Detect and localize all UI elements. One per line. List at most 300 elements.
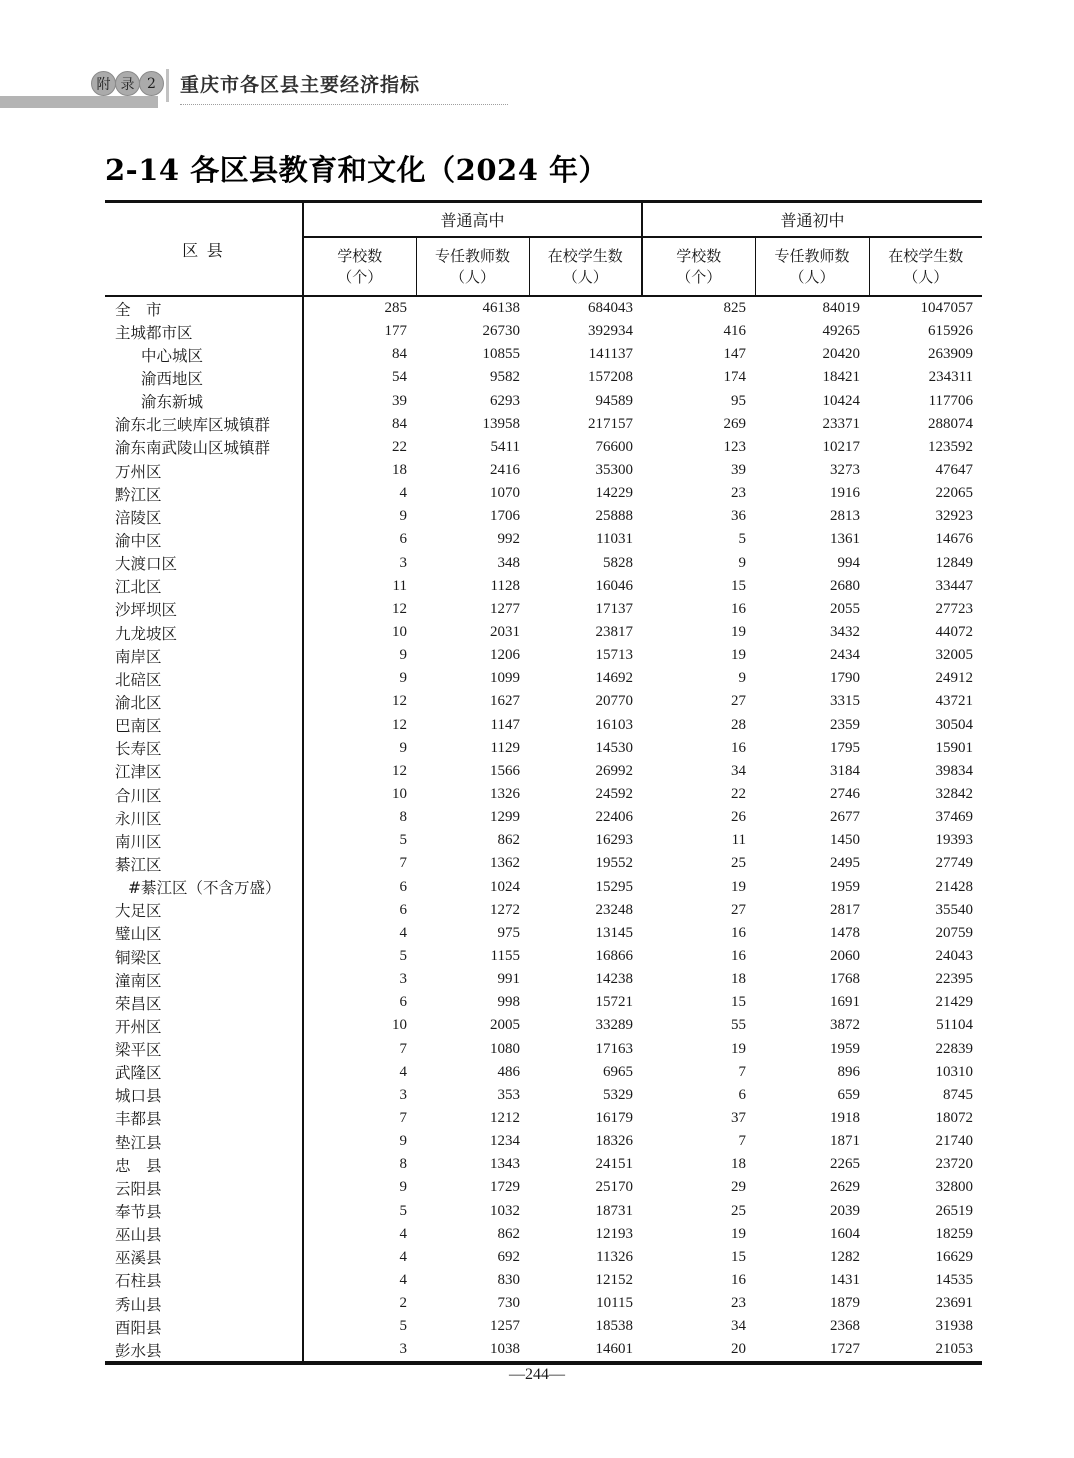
value-cell: 15713 bbox=[595, 647, 634, 664]
value-cell: 2055 bbox=[830, 600, 861, 617]
region-name-cell: 奉节县 bbox=[105, 1199, 303, 1222]
value-cell: 1024 bbox=[490, 878, 520, 895]
value-cell: 2416 bbox=[490, 462, 520, 479]
value-cell: 3273 bbox=[830, 462, 861, 479]
value-cell: 1128 bbox=[490, 577, 520, 594]
value-cell: 1604 bbox=[830, 1225, 861, 1242]
region-name-cell: 万州区 bbox=[105, 459, 303, 482]
value-cell: 4 bbox=[399, 1225, 407, 1242]
value-cell: 269 bbox=[723, 415, 747, 432]
value-cell: 217157 bbox=[588, 415, 634, 432]
value-cell: 23817 bbox=[595, 624, 634, 641]
region-name-cell: 云阳县 bbox=[105, 1176, 303, 1199]
value-cell: 6 bbox=[399, 531, 407, 548]
value-cell: 12 bbox=[392, 762, 407, 779]
value-cell: 23371 bbox=[822, 415, 861, 432]
value-cell: 11031 bbox=[596, 531, 634, 548]
table-row bbox=[105, 899, 982, 922]
value-cell: 26519 bbox=[935, 1202, 974, 1219]
value-cell: 33289 bbox=[595, 1017, 634, 1034]
table-row bbox=[105, 760, 982, 783]
table-row bbox=[105, 852, 982, 875]
value-cell: 21428 bbox=[935, 878, 974, 895]
value-cell: 18326 bbox=[595, 1133, 634, 1150]
value-cell: 8 bbox=[399, 809, 407, 826]
value-cell: 31938 bbox=[935, 1318, 974, 1335]
value-cell: 29 bbox=[731, 1179, 747, 1196]
value-cell: 20420 bbox=[822, 346, 861, 363]
value-cell: 76600 bbox=[595, 438, 634, 455]
value-cell: 830 bbox=[497, 1271, 520, 1288]
region-name-cell: 开州区 bbox=[105, 1014, 303, 1037]
value-cell: 4 bbox=[399, 485, 407, 502]
value-cell: 2265 bbox=[830, 1156, 861, 1173]
region-name-cell: 巫溪县 bbox=[105, 1246, 303, 1269]
sub-header-cell: 专任教师数 （人） bbox=[416, 237, 529, 296]
table-row bbox=[105, 991, 982, 1014]
table-row bbox=[105, 1292, 982, 1315]
value-cell: 1478 bbox=[830, 924, 861, 941]
value-cell: 7 bbox=[738, 1063, 747, 1080]
value-cell: 24043 bbox=[935, 948, 974, 964]
table-row bbox=[105, 296, 982, 320]
value-cell: 2359 bbox=[830, 716, 861, 733]
table-row bbox=[105, 922, 982, 945]
value-cell: 11 bbox=[392, 577, 407, 594]
value-cell: 23720 bbox=[935, 1156, 974, 1173]
value-cell: 18 bbox=[731, 971, 747, 988]
region-name-cell: 主城都市区 bbox=[105, 320, 303, 343]
table-row bbox=[105, 1014, 982, 1037]
value-cell: 994 bbox=[837, 554, 861, 571]
value-cell: 862 bbox=[497, 1225, 520, 1242]
value-cell: 15295 bbox=[595, 878, 634, 895]
value-cell: 1129 bbox=[490, 739, 520, 756]
table-row bbox=[105, 390, 982, 413]
value-cell: 23 bbox=[731, 1295, 747, 1312]
value-cell: 27 bbox=[731, 693, 747, 710]
value-cell: 18538 bbox=[595, 1318, 634, 1335]
region-name-cell: 巴南区 bbox=[105, 714, 303, 737]
value-cell: 32800 bbox=[935, 1179, 974, 1196]
value-cell: 5 bbox=[399, 832, 407, 849]
value-cell: 991 bbox=[497, 971, 520, 988]
value-cell: 416 bbox=[723, 323, 747, 340]
value-cell: 1706 bbox=[490, 508, 520, 525]
region-name-cell: 忠 县 bbox=[105, 1153, 303, 1176]
value-cell: 13145 bbox=[595, 924, 634, 941]
value-cell: 6 bbox=[399, 901, 407, 918]
value-cell: 43721 bbox=[935, 693, 974, 710]
value-cell: 1032 bbox=[490, 1202, 520, 1219]
value-cell: 7 bbox=[399, 1040, 407, 1057]
value-cell: 7 bbox=[399, 1109, 407, 1126]
value-cell: 6965 bbox=[603, 1063, 634, 1080]
value-cell: 16866 bbox=[595, 948, 634, 964]
value-cell: 730 bbox=[497, 1295, 520, 1312]
value-cell: 9 bbox=[738, 670, 747, 687]
table-row bbox=[105, 528, 982, 551]
value-cell: 3872 bbox=[830, 1017, 861, 1034]
value-cell: 1326 bbox=[490, 786, 520, 803]
table-row bbox=[105, 1107, 982, 1130]
badge-char-circle: 附 bbox=[91, 71, 116, 96]
region-name-cell: 垫江县 bbox=[105, 1130, 303, 1153]
value-cell: 9 bbox=[399, 647, 407, 664]
value-cell: 13958 bbox=[482, 415, 520, 432]
value-cell: 5329 bbox=[603, 1086, 634, 1103]
region-name-cell: 渝北区 bbox=[105, 690, 303, 713]
value-cell: 27723 bbox=[935, 600, 974, 617]
value-cell: 2368 bbox=[830, 1318, 861, 1335]
value-cell: 3 bbox=[399, 971, 407, 988]
value-cell: 16 bbox=[731, 1271, 747, 1288]
value-cell: 10115 bbox=[596, 1295, 634, 1312]
region-name-cell: 沙坪坝区 bbox=[105, 598, 303, 621]
value-cell: 23248 bbox=[595, 901, 634, 918]
value-cell: 3 bbox=[399, 1341, 407, 1358]
table-row bbox=[105, 783, 982, 806]
region-name-cell: 大足区 bbox=[105, 899, 303, 922]
value-cell: 5828 bbox=[603, 554, 634, 571]
value-cell: 26730 bbox=[482, 323, 520, 340]
value-cell: 975 bbox=[497, 924, 520, 941]
value-cell: 35540 bbox=[935, 901, 974, 918]
table-row bbox=[105, 1315, 982, 1338]
value-cell: 2817 bbox=[830, 901, 861, 918]
value-cell: 19 bbox=[731, 1225, 747, 1242]
value-cell: 12193 bbox=[595, 1225, 634, 1242]
value-cell: 22065 bbox=[935, 485, 974, 502]
value-cell: 659 bbox=[837, 1086, 861, 1103]
table-row bbox=[105, 667, 982, 690]
table-row bbox=[105, 621, 982, 644]
value-cell: 32842 bbox=[935, 786, 974, 803]
value-cell: 141137 bbox=[588, 346, 634, 363]
value-cell: 1916 bbox=[830, 485, 861, 502]
value-cell: 16103 bbox=[595, 716, 634, 733]
value-cell: 9 bbox=[399, 508, 407, 525]
value-cell: 9 bbox=[738, 554, 747, 571]
value-cell: 16 bbox=[731, 924, 747, 941]
value-cell: 28 bbox=[731, 716, 747, 733]
value-cell: 14238 bbox=[595, 971, 634, 988]
value-cell: 14601 bbox=[595, 1341, 634, 1358]
value-cell: 15721 bbox=[595, 994, 634, 1011]
value-cell: 14676 bbox=[935, 531, 974, 548]
table-row bbox=[105, 1223, 982, 1246]
value-cell: 2 bbox=[399, 1295, 407, 1312]
badge-separator bbox=[166, 69, 169, 102]
region-name-cell: 巫山县 bbox=[105, 1223, 303, 1246]
value-cell: 10 bbox=[392, 786, 407, 803]
table-row bbox=[105, 714, 982, 737]
table-row bbox=[105, 968, 982, 991]
value-cell: 20 bbox=[731, 1341, 747, 1358]
value-cell: 25170 bbox=[595, 1179, 634, 1196]
table-row bbox=[105, 737, 982, 760]
region-name-cell: 永川区 bbox=[105, 806, 303, 829]
value-cell: 21053 bbox=[935, 1341, 974, 1358]
value-cell: 177 bbox=[384, 323, 407, 340]
value-cell: 5 bbox=[399, 1318, 407, 1335]
value-cell: 23691 bbox=[935, 1295, 974, 1312]
value-cell: 6293 bbox=[490, 392, 520, 409]
value-cell: 15901 bbox=[935, 739, 974, 756]
table-row bbox=[105, 413, 982, 436]
region-name-cell: 黔江区 bbox=[105, 482, 303, 505]
region-name-cell: 铜梁区 bbox=[105, 945, 303, 968]
value-cell: 6 bbox=[399, 994, 407, 1011]
value-cell: 117706 bbox=[928, 392, 974, 409]
table-row bbox=[105, 505, 982, 528]
value-cell: 7 bbox=[738, 1133, 747, 1150]
value-cell: 1729 bbox=[490, 1179, 520, 1196]
value-cell: 20770 bbox=[595, 693, 634, 710]
value-cell: 263909 bbox=[928, 346, 974, 363]
value-cell: 1768 bbox=[830, 971, 861, 988]
value-cell: 234311 bbox=[928, 369, 974, 386]
value-cell: 39 bbox=[392, 392, 407, 409]
value-cell: 157208 bbox=[588, 369, 634, 386]
value-cell: 5 bbox=[399, 948, 407, 964]
value-cell: 5 bbox=[738, 531, 747, 548]
value-cell: 22395 bbox=[935, 971, 974, 988]
value-cell: 4 bbox=[399, 1248, 407, 1265]
value-cell: 19 bbox=[731, 647, 747, 664]
region-name-cell: 彭水县 bbox=[105, 1338, 303, 1363]
value-cell: 1691 bbox=[830, 994, 861, 1011]
group-header-junior-high: 普通初中 bbox=[642, 202, 982, 238]
value-cell: 9 bbox=[399, 1133, 407, 1150]
region-name-cell: 南川区 bbox=[105, 829, 303, 852]
table-row bbox=[105, 436, 982, 459]
value-cell: 16 bbox=[731, 600, 747, 617]
value-cell: 486 bbox=[497, 1063, 520, 1080]
value-cell: 34 bbox=[731, 1318, 747, 1335]
value-cell: 14692 bbox=[595, 670, 634, 687]
value-cell: 12 bbox=[392, 693, 407, 710]
value-cell: 1277 bbox=[490, 600, 520, 617]
value-cell: 18072 bbox=[935, 1109, 974, 1126]
value-cell: 1959 bbox=[830, 878, 861, 895]
value-cell: 26 bbox=[731, 809, 747, 826]
value-cell: 24912 bbox=[935, 670, 974, 687]
value-cell: 11 bbox=[731, 832, 747, 849]
value-cell: 10424 bbox=[822, 392, 861, 409]
value-cell: 5 bbox=[399, 1202, 407, 1219]
value-cell: 2434 bbox=[830, 647, 861, 664]
value-cell: 3 bbox=[399, 554, 407, 571]
value-cell: 4 bbox=[399, 1063, 407, 1080]
value-cell: 49265 bbox=[822, 323, 861, 340]
value-cell: 25 bbox=[731, 1202, 747, 1219]
region-name-cell: 綦江区 bbox=[105, 852, 303, 875]
value-cell: 1282 bbox=[830, 1248, 861, 1265]
value-cell: 1431 bbox=[830, 1271, 861, 1288]
value-cell: 21740 bbox=[935, 1133, 974, 1150]
value-cell: 174 bbox=[723, 369, 747, 386]
region-name-cell: 梁平区 bbox=[105, 1038, 303, 1061]
value-cell: 14535 bbox=[935, 1271, 974, 1288]
sub-header-cell: 学校数 （个） bbox=[303, 237, 416, 296]
region-name-cell: 石柱县 bbox=[105, 1269, 303, 1292]
value-cell: 9 bbox=[399, 1179, 407, 1196]
value-cell: 37469 bbox=[935, 809, 974, 826]
value-cell: 19552 bbox=[595, 855, 634, 872]
value-cell: 8745 bbox=[943, 1086, 974, 1103]
value-cell: 1155 bbox=[490, 948, 520, 964]
region-name-cell: 潼南区 bbox=[105, 968, 303, 991]
book-title: 重庆市各区县主要经济指标 bbox=[180, 70, 508, 105]
value-cell: 12152 bbox=[595, 1271, 634, 1288]
value-cell: 3 bbox=[399, 1086, 407, 1103]
value-cell: 1361 bbox=[830, 531, 861, 548]
table-row bbox=[105, 1246, 982, 1269]
value-cell: 17163 bbox=[595, 1040, 634, 1057]
region-name-cell: 荣昌区 bbox=[105, 991, 303, 1014]
value-cell: 94589 bbox=[595, 392, 634, 409]
value-cell: 2031 bbox=[490, 624, 520, 641]
value-cell: 1206 bbox=[490, 647, 520, 664]
value-cell: 1790 bbox=[830, 670, 861, 687]
group-header-senior-high: 普通高中 bbox=[303, 202, 642, 238]
value-cell: 1795 bbox=[830, 739, 861, 756]
table-row bbox=[105, 1038, 982, 1061]
value-cell: 25 bbox=[731, 855, 747, 872]
value-cell: 10310 bbox=[935, 1063, 974, 1080]
value-cell: 11326 bbox=[596, 1248, 634, 1265]
value-cell: 2746 bbox=[830, 786, 861, 803]
value-cell: 285 bbox=[384, 300, 407, 317]
value-cell: 19393 bbox=[935, 832, 974, 849]
region-name-cell: 江北区 bbox=[105, 575, 303, 598]
value-cell: 33447 bbox=[935, 577, 974, 594]
value-cell: 1070 bbox=[490, 485, 520, 502]
value-cell: 6 bbox=[399, 878, 407, 895]
value-cell: 32923 bbox=[935, 508, 974, 525]
value-cell: 123592 bbox=[928, 438, 974, 455]
value-cell: 37 bbox=[731, 1109, 747, 1126]
value-cell: 46138 bbox=[482, 300, 520, 317]
value-cell: 20759 bbox=[935, 924, 974, 941]
value-cell: 9 bbox=[399, 739, 407, 756]
value-cell: 1627 bbox=[490, 693, 520, 710]
region-name-cell: 渝中区 bbox=[105, 528, 303, 551]
value-cell: 16179 bbox=[595, 1109, 634, 1126]
value-cell: 51104 bbox=[936, 1017, 974, 1034]
value-cell: 6 bbox=[738, 1086, 747, 1103]
region-name-cell: 城口县 bbox=[105, 1084, 303, 1107]
value-cell: 1038 bbox=[490, 1341, 520, 1358]
table-row bbox=[105, 1084, 982, 1107]
value-cell: 23 bbox=[731, 485, 747, 502]
value-cell: 2813 bbox=[830, 508, 861, 525]
table-row bbox=[105, 366, 982, 389]
value-cell: 998 bbox=[497, 994, 520, 1011]
value-cell: 1099 bbox=[490, 670, 520, 687]
region-name-cell: 酉阳县 bbox=[105, 1315, 303, 1338]
table-row bbox=[105, 459, 982, 482]
value-cell: 15 bbox=[731, 1248, 747, 1265]
value-cell: 615926 bbox=[928, 323, 974, 340]
value-cell: 18 bbox=[731, 1156, 747, 1173]
page-title: 2-14 各区县教育和文化（2024 年） bbox=[105, 153, 608, 187]
appendix-badge bbox=[91, 71, 163, 96]
value-cell: 2495 bbox=[830, 855, 861, 872]
value-cell: 1450 bbox=[830, 832, 861, 849]
value-cell: 1212 bbox=[490, 1109, 520, 1126]
region-name-cell: 大渡口区 bbox=[105, 552, 303, 575]
value-cell: 22406 bbox=[595, 809, 634, 826]
value-cell: 18259 bbox=[935, 1225, 974, 1242]
value-cell: 2680 bbox=[830, 577, 861, 594]
table-row bbox=[105, 644, 982, 667]
table-row bbox=[105, 482, 982, 505]
value-cell: 14229 bbox=[595, 485, 634, 502]
sub-header-cell: 专任教师数 （人） bbox=[755, 237, 869, 296]
value-cell: 9582 bbox=[490, 369, 520, 386]
value-cell: 12 bbox=[392, 716, 407, 733]
value-cell: 19 bbox=[731, 624, 747, 641]
value-cell: 36 bbox=[731, 508, 747, 525]
value-cell: 3432 bbox=[830, 624, 861, 641]
table-row bbox=[105, 320, 982, 343]
region-name-cell: 南岸区 bbox=[105, 644, 303, 667]
value-cell: 15 bbox=[731, 577, 747, 594]
value-cell: 25888 bbox=[595, 508, 634, 525]
value-cell: 123 bbox=[723, 438, 747, 455]
table-row bbox=[105, 1338, 982, 1363]
value-cell: 692 bbox=[497, 1248, 520, 1265]
value-cell: 353 bbox=[497, 1086, 520, 1103]
region-name-cell: 渝东新城 bbox=[105, 390, 303, 413]
value-cell: 19 bbox=[731, 1040, 747, 1057]
value-cell: 147 bbox=[723, 346, 747, 363]
value-cell: 1047057 bbox=[920, 300, 974, 317]
value-cell: 8 bbox=[399, 1156, 407, 1173]
value-cell: 16629 bbox=[935, 1248, 974, 1265]
value-cell: 862 bbox=[497, 832, 520, 849]
table-row bbox=[105, 829, 982, 852]
table-row bbox=[105, 1176, 982, 1199]
value-cell: 348 bbox=[497, 554, 520, 571]
value-cell: 22 bbox=[731, 786, 747, 803]
value-cell: 10 bbox=[392, 624, 407, 641]
value-cell: 15 bbox=[731, 994, 747, 1011]
value-cell: 1959 bbox=[830, 1040, 861, 1057]
value-cell: 1343 bbox=[490, 1156, 520, 1173]
value-cell: 44072 bbox=[935, 624, 974, 641]
value-cell: 17137 bbox=[595, 600, 634, 617]
value-cell: 16 bbox=[731, 739, 747, 756]
value-cell: 39 bbox=[731, 462, 747, 479]
value-cell: 27 bbox=[731, 901, 747, 918]
value-cell: 16046 bbox=[595, 577, 634, 594]
table-row bbox=[105, 552, 982, 575]
table-row bbox=[105, 1199, 982, 1222]
value-cell: 24151 bbox=[595, 1156, 634, 1173]
value-cell: 24592 bbox=[595, 786, 634, 803]
corner-header-cell: 区 县 bbox=[105, 202, 303, 297]
table-row bbox=[105, 1269, 982, 1292]
value-cell: 55 bbox=[731, 1017, 747, 1034]
value-cell: 22839 bbox=[935, 1040, 974, 1057]
sub-header-cell: 学校数 （个） bbox=[642, 237, 755, 296]
table-row bbox=[105, 1153, 982, 1176]
table-group-header-row bbox=[105, 202, 982, 238]
value-cell: 896 bbox=[837, 1063, 861, 1080]
